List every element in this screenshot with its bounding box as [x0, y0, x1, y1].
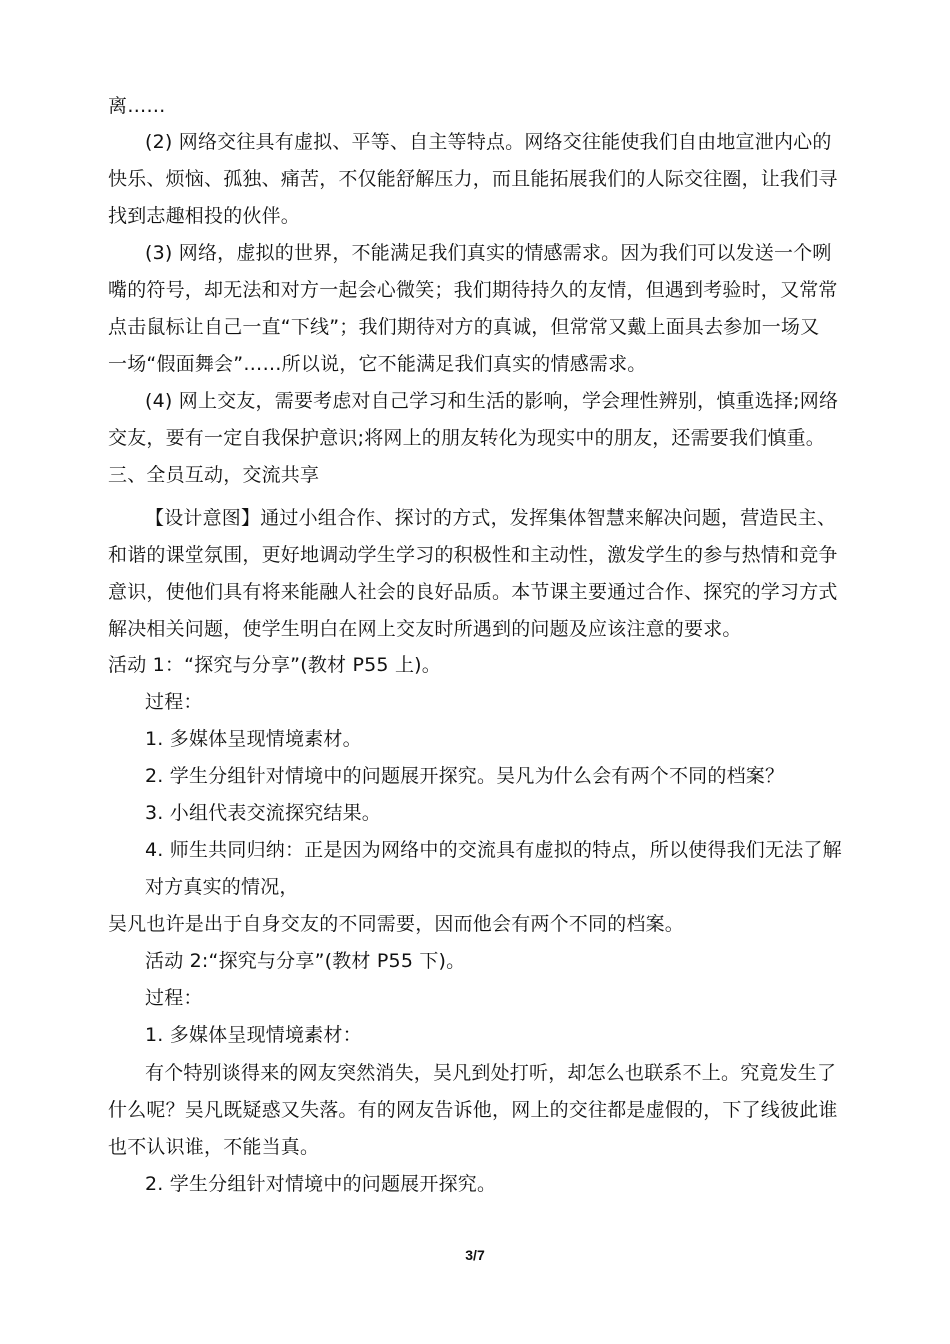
design-intent-line-4: 解决相关问题，使学生明白在网上交友时所遇到的问题及应该注意的要求。 [108, 618, 742, 640]
design-intent-line-1: 【设计意图】通过小组合作、探讨的方式，发挥集体智慧来解决问题，营造民主、 [145, 507, 837, 529]
scenario-line-2: 什么呢？吴凡既疑惑又失落。有的网友告诉他，网上的交往都是虚假的，下了线彼此谁 [108, 1099, 838, 1121]
scenario-line-1: 有个特别谈得来的网友突然消失，吴凡到处打听，却怎么也联系不上。究竟发生了 [145, 1062, 837, 1084]
activity-2-process-label: 过程： [145, 987, 203, 1009]
point-3-line-3: 点击鼠标让自己一直“下线”；我们期待对方的真诚，但常常又戴上面具去参加一场又 [108, 316, 820, 338]
text-line-continuation: 离…… [108, 95, 166, 117]
activity-2-title: 活动 2:“探究与分享”(教材 P55 下)。 [145, 950, 466, 972]
activity-1-step-2: 2. 学生分组针对情境中的问题展开探究。吴凡为什么会有两个不同的档案？ [145, 765, 785, 787]
point-2-line-3: 找到志趣相投的伙伴。 [108, 205, 301, 227]
design-intent-line-3: 意识，使他们具有将来能融人社会的良好品质。本节课主要通过合作、探究的学习方式 [108, 581, 838, 603]
point-3-line-4: 一场“假面舞会”……所以说，它不能满足我们真实的情感需求。 [108, 353, 647, 375]
point-3-line-2: 嘴的符号，却无法和对方一起会心微笑；我们期待持久的友情，但遇到考验时，又常常 [108, 279, 838, 301]
activity-1-conclusion: 吴凡也许是出于自身交友的不同需要，因而他会有两个不同的档案。 [108, 913, 685, 935]
scenario-line-3: 也不认识谁，不能当真。 [108, 1136, 320, 1158]
point-3-line-1: (3) 网络，虚拟的世界，不能满足我们真实的情感需求。因为我们可以发送一个咧 [145, 242, 832, 264]
activity-2-step-2: 2. 学生分组针对情境中的问题展开探究。 [145, 1173, 497, 1195]
point-4-line-2: 交友，要有一定自我保护意识;将网上的朋友转化为现实中的朋友，还需要我们慎重。 [108, 427, 826, 449]
activity-1-step-4-continued: 对方真实的情况， [145, 876, 299, 898]
activity-1-step-1: 1. 多媒体呈现情境素材。 [145, 728, 362, 750]
activity-1-step-3: 3. 小组代表交流探究结果。 [145, 802, 381, 824]
point-2-line-2: 快乐、烦恼、孤独、痛苦，不仅能舒解压力，而且能拓展我们的人际交往圈，让我们寻 [108, 168, 838, 190]
activity-1-title: 活动 1：“探究与分享”(教材 P55 上)。 [108, 654, 441, 676]
activity-1-process-label: 过程： [145, 691, 203, 713]
activity-2-step-1: 1. 多媒体呈现情境素材： [145, 1024, 362, 1046]
design-intent-line-2: 和谐的课堂氛围，更好地调动学生学习的积极性和主动性，激发学生的参与热情和竞争 [108, 544, 838, 566]
point-2-line-1: (2) 网络交往具有虚拟、平等、自主等特点。网络交往能使我们自由地宣泄内心的 [145, 131, 832, 153]
section-heading: 三、全员互动，交流共享 [108, 464, 320, 486]
activity-1-step-4: 4. 师生共同归纳：正是因为网络中的交流具有虚拟的特点，所以使得我们无法了解 [145, 839, 842, 861]
point-4-line-1: (4) 网上交友，需要考虑对自己学习和生活的影响，学会理性辨别，慎重选择;网络 [145, 390, 839, 412]
page-number: 3/7 [465, 1247, 485, 1263]
